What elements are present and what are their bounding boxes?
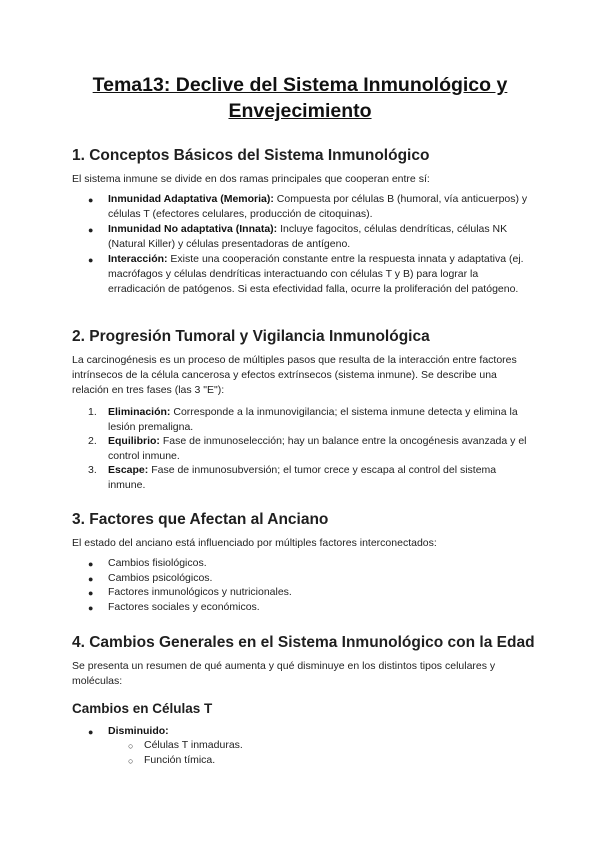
list-item-term: Inmunidad Adaptativa (Memoria): (108, 193, 274, 205)
list-item (108, 222, 528, 252)
list-item: Cambios fisiológicos. (108, 557, 207, 569)
list-number: 3. (88, 464, 97, 476)
list-item (108, 405, 528, 435)
list-item-text: Compuesta por células B (humoral, vía anticuerpos) y células T (efectores celulares, producción de citoquinas). (108, 193, 528, 220)
list-item: Cambios psicológicos. (108, 572, 213, 584)
bullet-marker: ● (88, 727, 94, 737)
list-item (108, 463, 528, 493)
document-title: Tema13: Declive del Sistema Inmunológico y Envejecimiento (92, 74, 508, 122)
list-number: 1. (88, 406, 97, 418)
bullet-marker: ● (88, 225, 94, 235)
section-4-heading: 4. Cambios Generales en el Sistema Inmunológico con la Edad (72, 634, 535, 651)
bullet-marker: ● (88, 588, 94, 598)
list-item-term: Escape: (108, 464, 149, 476)
list-item-text: Fase de inmunosubversión; el tumor crece y escapa al control del sistema inmune. (108, 464, 497, 491)
list-item: Factores inmunológicos y nutricionales. (108, 586, 292, 598)
section-4-intro: Se presenta un resumen de qué aumenta y qué disminuye en los distintos tipos celulares y moléculas: (72, 660, 496, 687)
section-1-heading: 1. Conceptos Básicos del Sistema Inmunológico (72, 147, 430, 164)
sub-bullet-marker: ○ (128, 756, 134, 766)
section-3-intro: El estado del anciano está influenciado por múltiples factores interconectados: (72, 537, 437, 549)
list-item (108, 434, 528, 464)
bullet-marker: ● (88, 574, 94, 584)
sub-bullet-marker: ○ (128, 741, 134, 751)
bullet-marker: ● (88, 195, 94, 205)
bullet-marker: ● (88, 255, 94, 265)
sub-list-item: Función tímica. (144, 754, 216, 766)
section-3-heading: 3. Factores que Afectan al Anciano (72, 511, 329, 528)
list-item-term: Disminuido: (108, 725, 169, 737)
list-item (108, 724, 528, 739)
list-item-text: Existe una cooperación constante entre la respuesta innata y adaptativa (ej. macrófagos y células dendríticas interactuando con células T y B) para lograr la erradicación de patógenos. Si esta efectividad falla, ocurre la proliferación del patógeno. (108, 253, 524, 295)
list-item-text: Corresponde a la inmunovigilancia; el sistema inmune detecta y elimina la lesión premaligna. (108, 406, 518, 433)
bullet-marker: ● (88, 603, 94, 613)
subsection-heading: Cambios en Células T (72, 701, 213, 716)
list-item-term: Equilibrio: (108, 435, 160, 447)
list-item-text: Incluye fagocitos, células dendríticas, células NK (Natural Killer) y células presentadoras de antígeno. (108, 223, 508, 250)
section-2-heading: 2. Progresión Tumoral y Vigilancia Inmunológica (72, 328, 430, 345)
list-item-term: Eliminación: (108, 406, 171, 418)
sub-list-item: Células T inmaduras. (144, 739, 243, 751)
list-item: Factores sociales y económicos. (108, 601, 260, 613)
bullet-marker: ● (88, 559, 94, 569)
list-item-term: Interacción: (108, 253, 168, 265)
list-item (108, 252, 528, 297)
list-number: 2. (88, 435, 97, 447)
list-item-text: Fase de inmunoselección; hay un balance entre la oncogénesis avanzada y el control inmune. (108, 435, 527, 462)
list-item-term: Inmunidad No adaptativa (Innata): (108, 223, 278, 235)
section-2-intro: La carcinogénesis es un proceso de múltiples pasos que resulta de la interacción entre factores intrínsecos de la célula cancerosa y efectos extrínsecos (sistema inmune). Se describe una relación en tres fases (las 3 "E"): (72, 354, 517, 396)
section-1-intro: El sistema inmune se divide en dos ramas principales que cooperan entre sí: (72, 173, 430, 185)
list-item (108, 192, 528, 222)
